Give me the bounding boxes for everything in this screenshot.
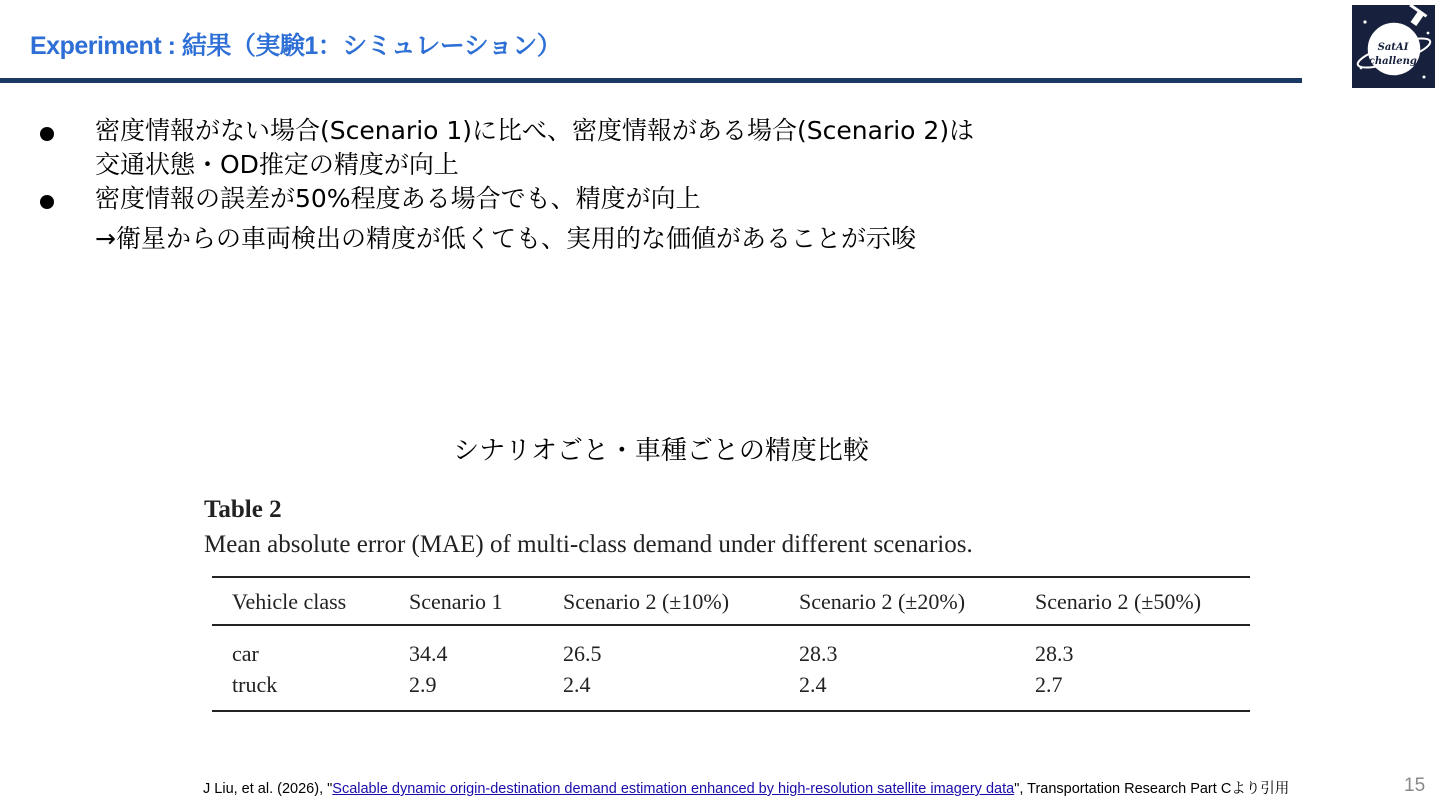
- bullet-line: 密度情報がない場合(Scenario 1)に比べ、密度情報がある場合(Scenario 2)は: [95, 116, 975, 145]
- table-cell: 2.4: [563, 671, 591, 697]
- bullet-dot-icon: [40, 127, 54, 141]
- column-header: Scenario 2 (±20%): [799, 589, 966, 614]
- table-cell: 28.3: [1035, 640, 1074, 666]
- paper-table-excerpt: [204, 494, 1250, 712]
- svg-text:challenge: challenge: [1368, 56, 1424, 67]
- bullet-item: [40, 114, 1140, 182]
- svg-text:SatAI: SatAI: [1377, 42, 1409, 53]
- table-cell: car: [232, 640, 259, 666]
- table-description: Mean absolute error (MAE) of multi-class demand under different scenarios.: [204, 531, 973, 558]
- bullet-item: [40, 182, 1140, 216]
- table-label: Table 2: [204, 496, 282, 523]
- citation-footer: [203, 777, 1289, 798]
- column-header: Scenario 1: [409, 589, 503, 614]
- header-divider: [0, 78, 1302, 83]
- column-header: Vehicle class: [232, 589, 347, 614]
- bullet-line: 密度情報の誤差が50%程度ある場合でも、精度が向上: [95, 184, 701, 213]
- bullet-line: 交通状態・OD推定の精度が向上: [95, 150, 459, 179]
- bullet-continuation: →衛星からの車両検出の精度が低くても、実用的な価値があることが示唆: [95, 224, 916, 253]
- column-header: Scenario 2 (±50%): [1035, 589, 1202, 614]
- bullet-dot-icon: [40, 195, 54, 209]
- table-cell: 34.4: [409, 640, 448, 666]
- table-cell: 2.7: [1035, 671, 1063, 697]
- table-row: [212, 625, 1250, 669]
- table-cell: 26.5: [563, 640, 602, 666]
- table-cell: 2.9: [409, 671, 437, 697]
- table-cell: 28.3: [799, 640, 838, 666]
- satai-challenge-logo: [1352, 5, 1435, 88]
- figure-caption: シナリオごと・車種ごとの精度比較: [453, 436, 869, 466]
- table-row: [212, 669, 1250, 711]
- slide-title: Experiment : 結果（実験1：シミュレーション）: [30, 32, 562, 60]
- citation-prefix: J Liu, et al. (2026), ": [203, 781, 333, 797]
- mae-table: [212, 576, 1250, 712]
- table-cell: truck: [232, 671, 278, 697]
- column-header: Scenario 2 (±10%): [563, 589, 730, 614]
- paper-link[interactable]: Scalable dynamic origin-destination demand estimation enhanced by high-resolution satellite imagery data: [332, 781, 1015, 797]
- page-number: 15: [1404, 775, 1426, 796]
- logo-graphic: [1352, 5, 1435, 88]
- table-cell: 2.4: [799, 671, 827, 697]
- table-header-row: [212, 577, 1250, 625]
- citation-suffix: ", Transportation Research Part Cより引用: [1014, 781, 1290, 797]
- bullet-list: [40, 114, 1140, 256]
